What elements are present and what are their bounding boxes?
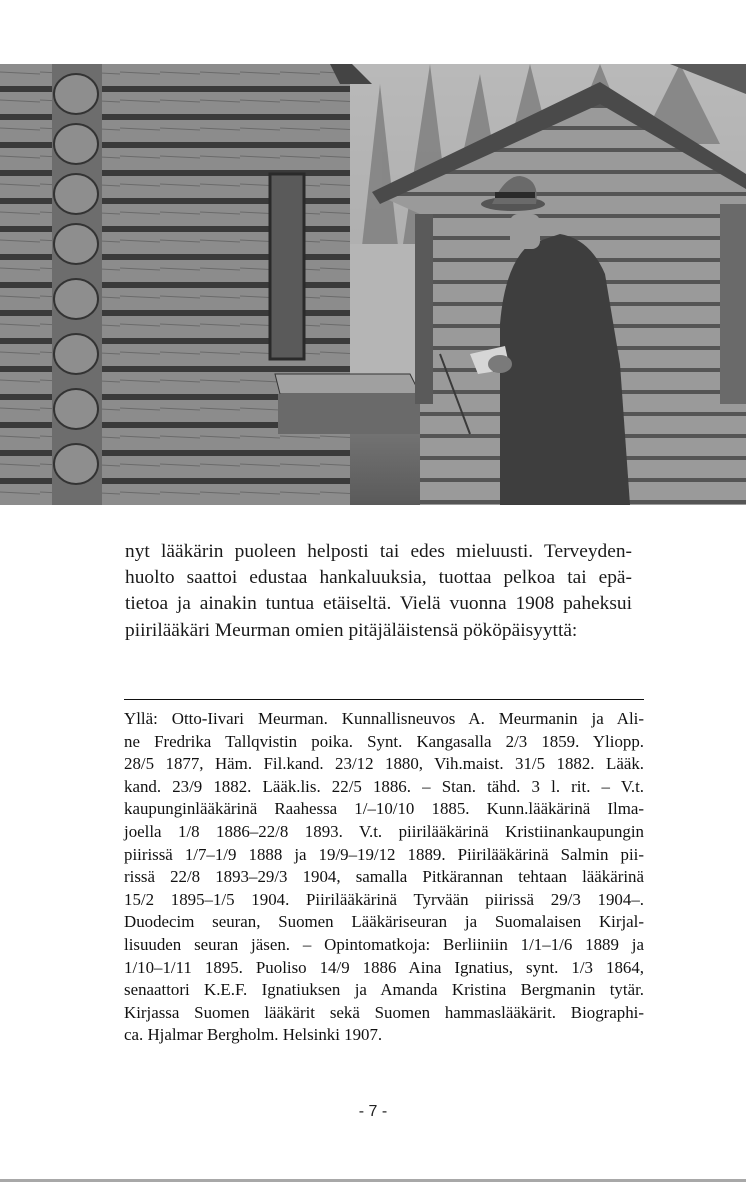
caption-line: ca. Hjalmar Bergholm. Helsinki 1907. (124, 1025, 383, 1045)
caption-line: kand. 23/9 1882. Lääk.lis. 22/5 1886. – Stan. tähd. 3 l. rit. – V.t. (124, 776, 644, 796)
body-line: huolto saattoi edustaa hankaluuksia, tuottaa pelkoa tai epä- (125, 567, 632, 589)
photo-illustration (0, 64, 746, 505)
caption-line: joella 1/8 1886–22/8 1893. V.t. piirilääkärinä Kristiinankaupungin (124, 821, 644, 841)
caption-line: 1/10–1/11 1895. Puoliso 14/9 1886 Aina Ignatius, synt. 1/3 1864, (124, 957, 644, 977)
caption-line: Duodecim seuran, Suomen Lääkäriseuran ja Suomalaisen Kirjal- (124, 912, 644, 932)
caption-line: kaupunginlääkärinä Raahessa 1/–10/10 1885. Kunn.lääkärinä Ilma- (124, 799, 644, 819)
photograph (0, 64, 746, 505)
body-paragraph (125, 539, 632, 644)
photo-caption (124, 708, 644, 1047)
caption-line: Kirjassa Suomen lääkärit sekä Suomen hammaslääkärit. Biographi- (124, 1002, 644, 1022)
footnote-divider (124, 699, 644, 700)
body-line: tietoa ja ainakin tuntua etäiseltä. Vielä vuonna 1908 paheksui (125, 593, 632, 615)
caption-line: 28/5 1877, Häm. Fil.kand. 23/12 1880, Vih.maist. 31/5 1882. Lääk. (124, 754, 644, 774)
caption-line: piirissä 1/7–1/9 1888 ja 19/9–19/12 1889. Piirilääkärinä Salmin pii- (124, 844, 644, 864)
caption-line: rissä 22/8 1893–29/3 1904, samalla Pitkärannan tehtaan lääkärinä (124, 867, 644, 887)
caption-line: ne Fredrika Tallqvistin poika. Synt. Kangasalla 2/3 1859. Yliopp. (124, 731, 644, 751)
page-number: - 7 - (358, 1103, 388, 1120)
caption-line: 15/2 1895–1/5 1904. Piirilääkärinä Tyrvään piirissä 29/3 1904–. (124, 889, 644, 909)
body-line: piirilääkäri Meurman omien pitäjäläistensä pököpäisyyttä: (125, 619, 578, 641)
caption-line: senaattori K.E.F. Ignatiuksen ja Amanda Kristina Bergmanin tytär. (124, 980, 644, 1000)
caption-line: lisuuden seuran jäsen. – Opintomatkoja: Berliiniin 1/1–1/6 1889 ja (124, 934, 644, 954)
caption-line: Yllä: Otto-Iivari Meurman. Kunnallisneuvos A. Meurmanin ja Ali- (124, 709, 644, 728)
body-line: nyt lääkärin puoleen helposti tai edes mieluusti. Terveyden- (125, 541, 632, 562)
